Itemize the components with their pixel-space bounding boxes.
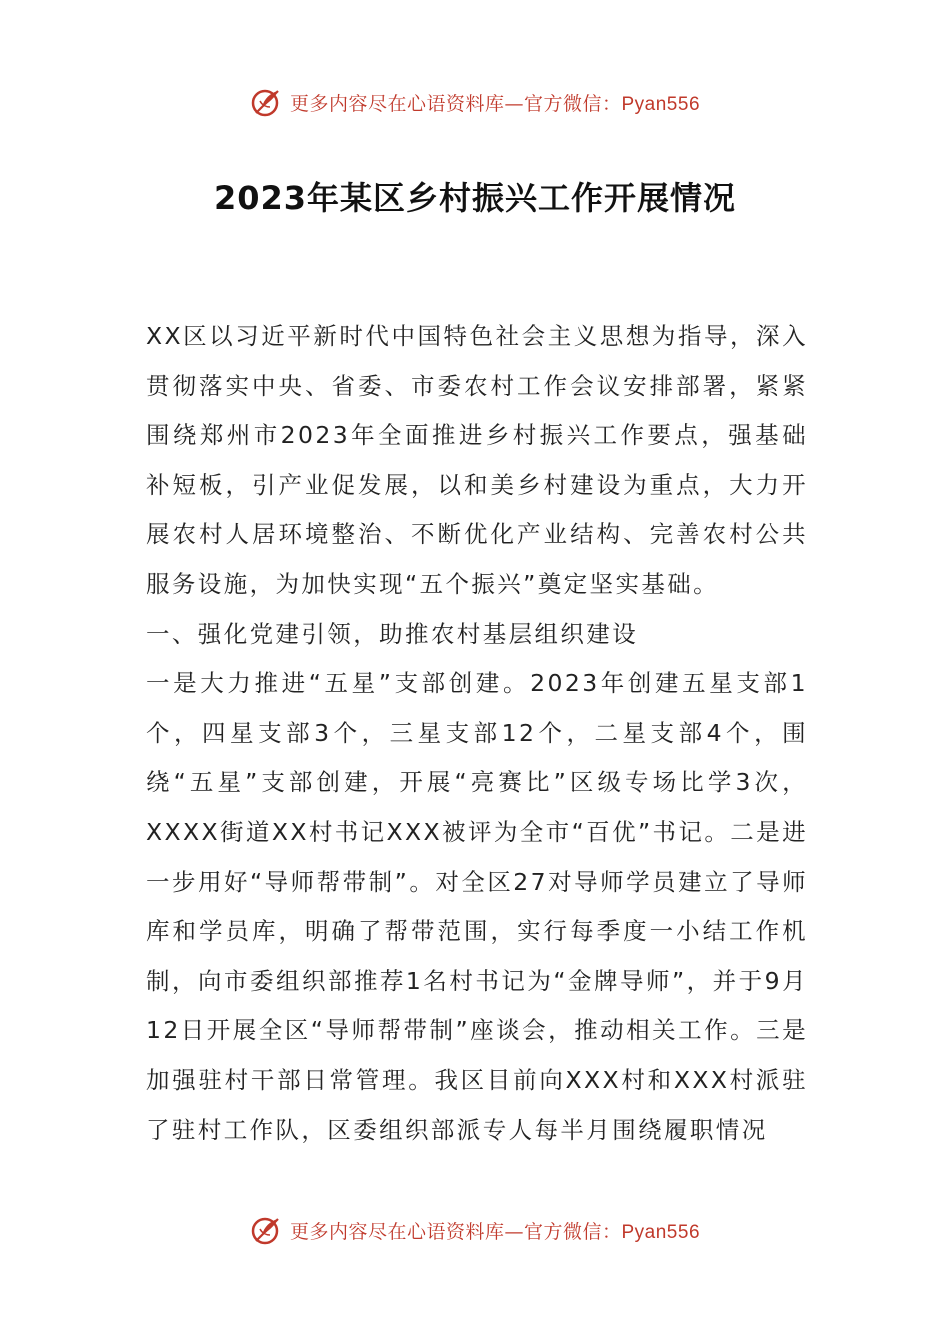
wechat-id: Pyan556	[621, 1221, 701, 1243]
document-title: 2023年某区乡村振兴工作开展情况	[213, 179, 737, 217]
banner-text: 更多内容尽在心语资料库—官方微信：Pyan556	[289, 92, 701, 115]
quill-logo-icon	[250, 85, 284, 119]
section-heading: 一、强化党建引领，助推农村基层组织建设	[146, 619, 639, 648]
header-watermark-banner	[0, 82, 950, 122]
footer-watermark-banner	[0, 1210, 950, 1250]
wechat-id: Pyan556	[621, 93, 701, 115]
banner-text: 更多内容尽在心语资料库—官方微信：Pyan556	[289, 1220, 701, 1243]
quill-logo-icon	[250, 1213, 284, 1247]
document-body	[146, 312, 808, 1155]
intro-paragraph: XX区以习近平新时代中国特色社会主义思想为指导，深入贯彻落实中央、省委、市委农村工作会议安排部署，紧紧围绕郑州市2023年全面推进乡村振兴工作要点，强基础补短板，引产业促发展，以和美乡村建设为重点，大力开展农村人居环境整治、不断优化产业结构、完善农村公共服务设施，为加快实现“五个振兴”奠定坚实基础。	[146, 322, 808, 598]
section-paragraph: 一是大力推进“五星”支部创建。2023年创建五星支部1个，四星支部3个，三星支部12个，二星支部4个，围绕“五星”支部创建，开展“亮赛比”区级专场比学3次，XXXX街道XX村书记XXX被评为全市“百优”书记。二是进一步用好“导师帮带制”。对全区27对导师学员建立了导师库和学员库，明确了帮带范围，实行每季度一小结工作机制，向市委组织部推荐1名村书记为“金牌导师”，并于9月12日开展全区“导师帮带制”座谈会，推动相关工作。三是加强驻村干部日常管理。我区目前向XXX村和XXX村派驻了驻村工作队，区委组织部派专人每半月围绕履职情况	[146, 669, 808, 1144]
